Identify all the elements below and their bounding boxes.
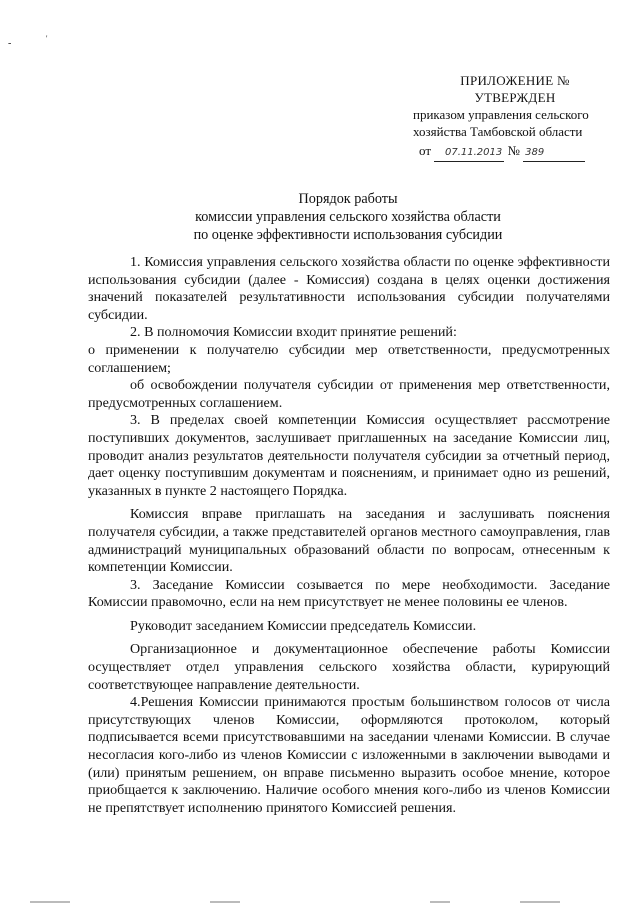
title-line: Порядок работы <box>298 191 398 207</box>
list-item: об освобождении получателя субсидии от применения мер ответственности, предусмотренных соглашением. <box>88 377 610 411</box>
order-date-number-line <box>405 142 625 162</box>
title-line: комиссии управления сельского хозяйства области <box>195 209 501 225</box>
approval-order-line: приказом управления сельского <box>413 107 589 122</box>
paragraph-1: 1. Комиссия управления сельского хозяйства области по оценке эффективности использования субсидии (далее - Комиссия) создана в целях оценки достижения значений показателей результативности использования субсидии получателями субсидии. <box>88 254 610 323</box>
approval-organization-line: хозяйства Тамбовской области <box>413 124 583 139</box>
paragraph: Организационное и документационное обеспечение работы Комиссии осуществляет отдел управления сельского хозяйства области, курирующий соответствующее направление деятельности. <box>88 641 610 693</box>
paragraph: Руководит заседанием Комиссии председатель Комиссии. <box>130 617 477 634</box>
scan-edge-marks <box>0 897 640 903</box>
document-title <box>88 190 608 244</box>
scan-mark: ' <box>46 34 48 43</box>
approved-label: УТВЕРЖДЕН <box>474 90 556 105</box>
from-label: от <box>419 143 432 158</box>
paragraph-3-session: 3. Заседание Комиссии созывается по мере необходимости. Заседание Комиссии правомочно, если на нем присутствует не менее половины ее членов. <box>88 576 610 611</box>
title-line: по оценке эффективности использования субсидии <box>193 227 503 243</box>
handwritten-date: 07.11.2013 <box>434 144 504 162</box>
paragraph-4: 4.Решения Комиссии принимаются простым большинством голосов от числа присутствующих членов Комиссии, оформляются протоколом, который подписывается всеми присутствовавшими на заседании членами Комиссии. В случае несогласия кого-либо из членов Комиссии с изложенными в заключении выводами и (или) принятым решением, он вправе письменно выразить особое мнение, которое приобщается к заключению. Наличие особого мнения кого-либо из членов Комиссии не препятствует исполнению принятого Комиссией решения. <box>88 694 610 816</box>
paragraph: Комиссия вправе приглашать на заседания и заслушивать пояснения получателя субсидии, а также представителей органов местного самоуправления, глав администраций муниципальных образований области по вопросам, отнесенным к компетенции Комиссии. <box>88 506 610 576</box>
number-sign: № <box>507 143 520 158</box>
handwritten-number: 389 <box>523 144 585 162</box>
approval-header <box>405 72 625 162</box>
appendix-label: ПРИЛОЖЕНИЕ № <box>460 73 570 88</box>
document-body <box>88 254 610 817</box>
paragraph-3: 3. В пределах своей компетенции Комиссия осуществляет рассмотрение поступивших документов, заслушивает приглашенных на заседание Комиссии лиц, проводит анализ результатов деятельности получателя субсидии за отчетный период, дает оценку поступившим документам и пояснениям, и принимает одно из решений, указанных в пункте 2 настоящего Порядка. <box>88 412 610 499</box>
paragraph-2: 2. В полномочия Комиссии входит принятие решений: <box>130 324 457 341</box>
list-item: о применении к получателю субсидии мер ответственности, предусмотренных соглашением; <box>88 341 610 376</box>
scan-mark: - <box>8 38 12 49</box>
